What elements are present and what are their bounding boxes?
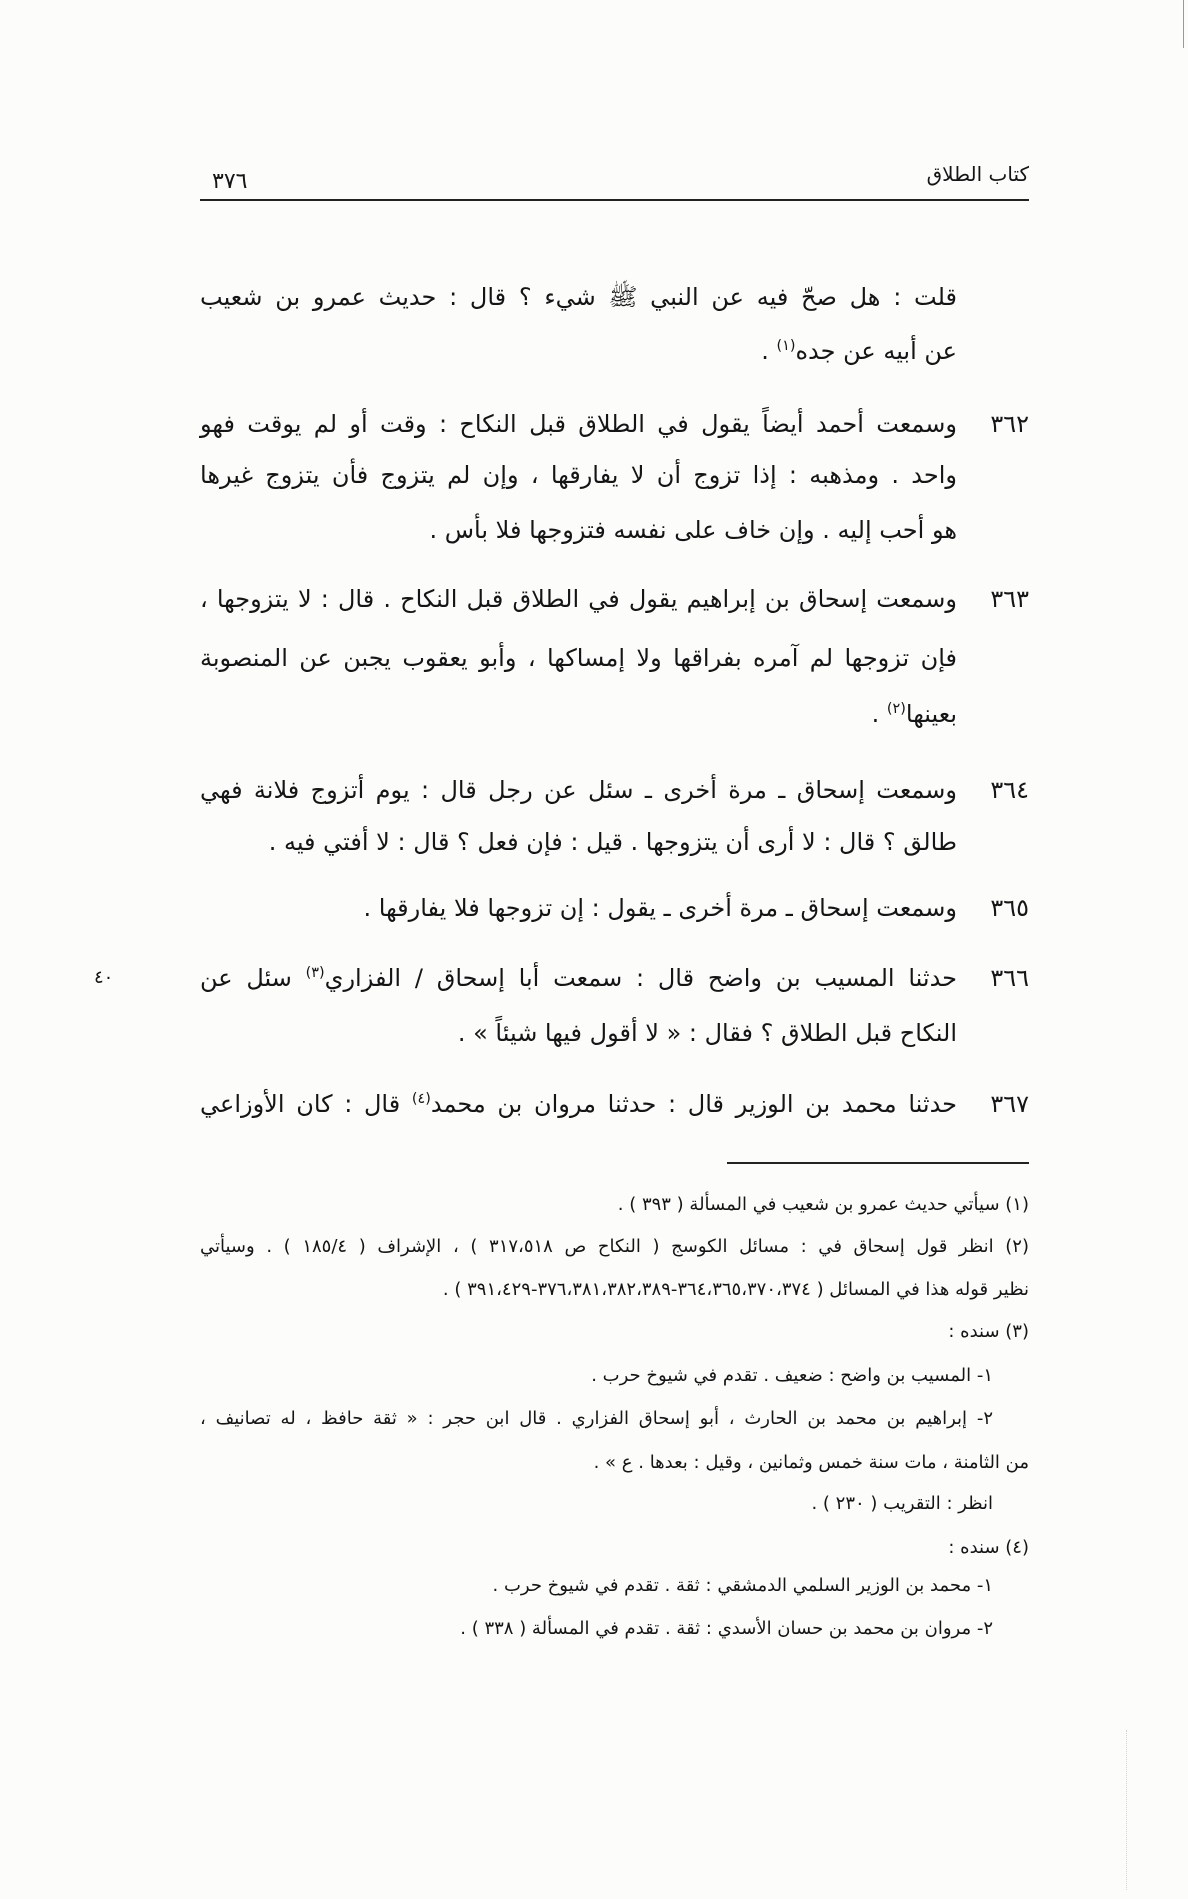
footnote-item: ١- محمد بن الوزير السلمي الدمشقي : ثقة . تقدم في شيوخ حرب .	[492, 1575, 993, 1596]
text-line: قلت : هل صحّ فيه عن النبي ﷺ شيء ؟ قال : حديث عمرو بن شعيب	[200, 283, 957, 311]
footnote-reference: انظر : التقريب ( ٢٣٠ ) .	[811, 1493, 993, 1514]
entry-number: ٣٦٢	[990, 410, 1029, 438]
scan-edge-dots	[1126, 1730, 1127, 1890]
footnote-item: ٢- مروان بن محمد بن حسان الأسدي : ثقة . تقدم في المسألة ( ٣٣٨ ) .	[460, 1618, 993, 1639]
footnote-line: (٣) سنده :	[948, 1321, 1029, 1342]
text-line: وسمعت أحمد أيضاً يقول في الطلاق قبل النكاح : وقت أو لم يوقت فهو	[200, 410, 957, 438]
text-line: هو أحب إليه . وإن خاف على نفسه فتزوجها فلا بأس .	[429, 516, 957, 544]
footnote-rule	[727, 1162, 1029, 1164]
text-line: طالق ؟ قال : لا أرى أن يتزوجها . قيل : فإن فعل ؟ قال : لا أفتي فيه .	[268, 828, 957, 856]
text-line	[200, 953, 957, 1003]
entry-number: ٣٦٤	[990, 776, 1029, 804]
text-line: وسمعت إسحاق بن إبراهيم يقول في الطلاق قبل النكاح . قال : لا يتزوجها ،	[200, 585, 957, 613]
page-number: ٣٧٦	[212, 169, 248, 194]
footnote-ref: (٤)	[411, 1091, 431, 1107]
scan-edge-line	[1183, 0, 1184, 48]
margin-note: ٤٠	[94, 967, 114, 988]
footnote-item: ٢- إبراهيم بن محمد بن الحارث ، أبو إسحاق الفزاري . قال ابن حجر : « ثقة حافظ ، له تصانيف ،	[200, 1408, 993, 1429]
header-rule	[200, 199, 1029, 201]
entry-number: ٣٦٧	[990, 1090, 1029, 1118]
line-text: بعينها	[905, 700, 957, 728]
entry-number: ٣٦٣	[990, 585, 1029, 613]
text-line	[200, 1079, 957, 1129]
text-line: وسمعت إسحاق ـ مرة أخرى ـ يقول : إن تزوجها فلا يفارقها .	[363, 894, 957, 922]
line-text: قال : كان الأوزاعي	[200, 1090, 412, 1118]
footnote-line: (٢) انظر قول إسحاق في : مسائل الكوسج ( النكاح ص ٣١٧،٥١٨ ) ، الإشراف ( ١٨٥/٤ ) . وسيأتي	[200, 1236, 1029, 1257]
footnote-line: (٤) سنده :	[948, 1537, 1029, 1558]
entry-number: ٣٦٦	[990, 964, 1029, 992]
line-text: .	[761, 337, 777, 365]
line-text: عن أبيه عن جده	[795, 337, 957, 365]
footnote-item: ١- المسيب بن واضح : ضعيف . تقدم في شيوخ حرب .	[591, 1365, 993, 1386]
footnote-ref: (٢)	[886, 701, 906, 717]
text-line: واحد . ومذهبه : إذا تزوج أن لا يفارقها ، وإن لم يتزوج فأن يتزوج غيرها	[200, 461, 957, 489]
line-text: حدثنا محمد بن الوزير قال : حدثنا مروان بن محمد	[430, 1090, 958, 1118]
footnote-line: (١) سيأتي حديث عمرو بن شعيب في المسألة ( ٣٩٣ ) .	[617, 1194, 1029, 1215]
line-text: سئل عن	[200, 964, 306, 992]
footnote-item-continuation: من الثامنة ، مات سنة خمس وثمانين ، وقيل : بعدها . ع » .	[593, 1452, 1029, 1473]
running-header-title: كتاب الطلاق	[926, 162, 1029, 186]
footnote-ref: (١)	[776, 338, 796, 354]
text-line: فإن تزوجها لم آمره بفراقها ولا إمساكها ، وأبو يعقوب يجبن عن المنصوبة	[200, 644, 957, 672]
entry-number: ٣٦٥	[990, 894, 1029, 922]
text-line	[200, 689, 957, 739]
text-line: النكاح قبل الطلاق ؟ فقال : « لا أقول فيها شيئاً » .	[457, 1019, 957, 1047]
line-text: .	[871, 700, 887, 728]
line-text: حدثنا المسيب بن واضح قال : سمعت أبا إسحاق / الفزاري	[324, 964, 958, 992]
footnote-line: نظير قوله هذا في المسائل ( ٣٦٤،٣٦٥،٣٧٠،٣٧٤-٣٧٦،٣٨١،٣٨٢،٣٨٩-٣٩١،٤٢٩ ) .	[442, 1279, 1029, 1300]
text-line	[200, 326, 957, 376]
footnote-ref: (٣)	[305, 965, 325, 981]
text-line: وسمعت إسحاق ـ مرة أخرى ـ سئل عن رجل قال : يوم أتزوج فلانة فهي	[200, 776, 957, 804]
